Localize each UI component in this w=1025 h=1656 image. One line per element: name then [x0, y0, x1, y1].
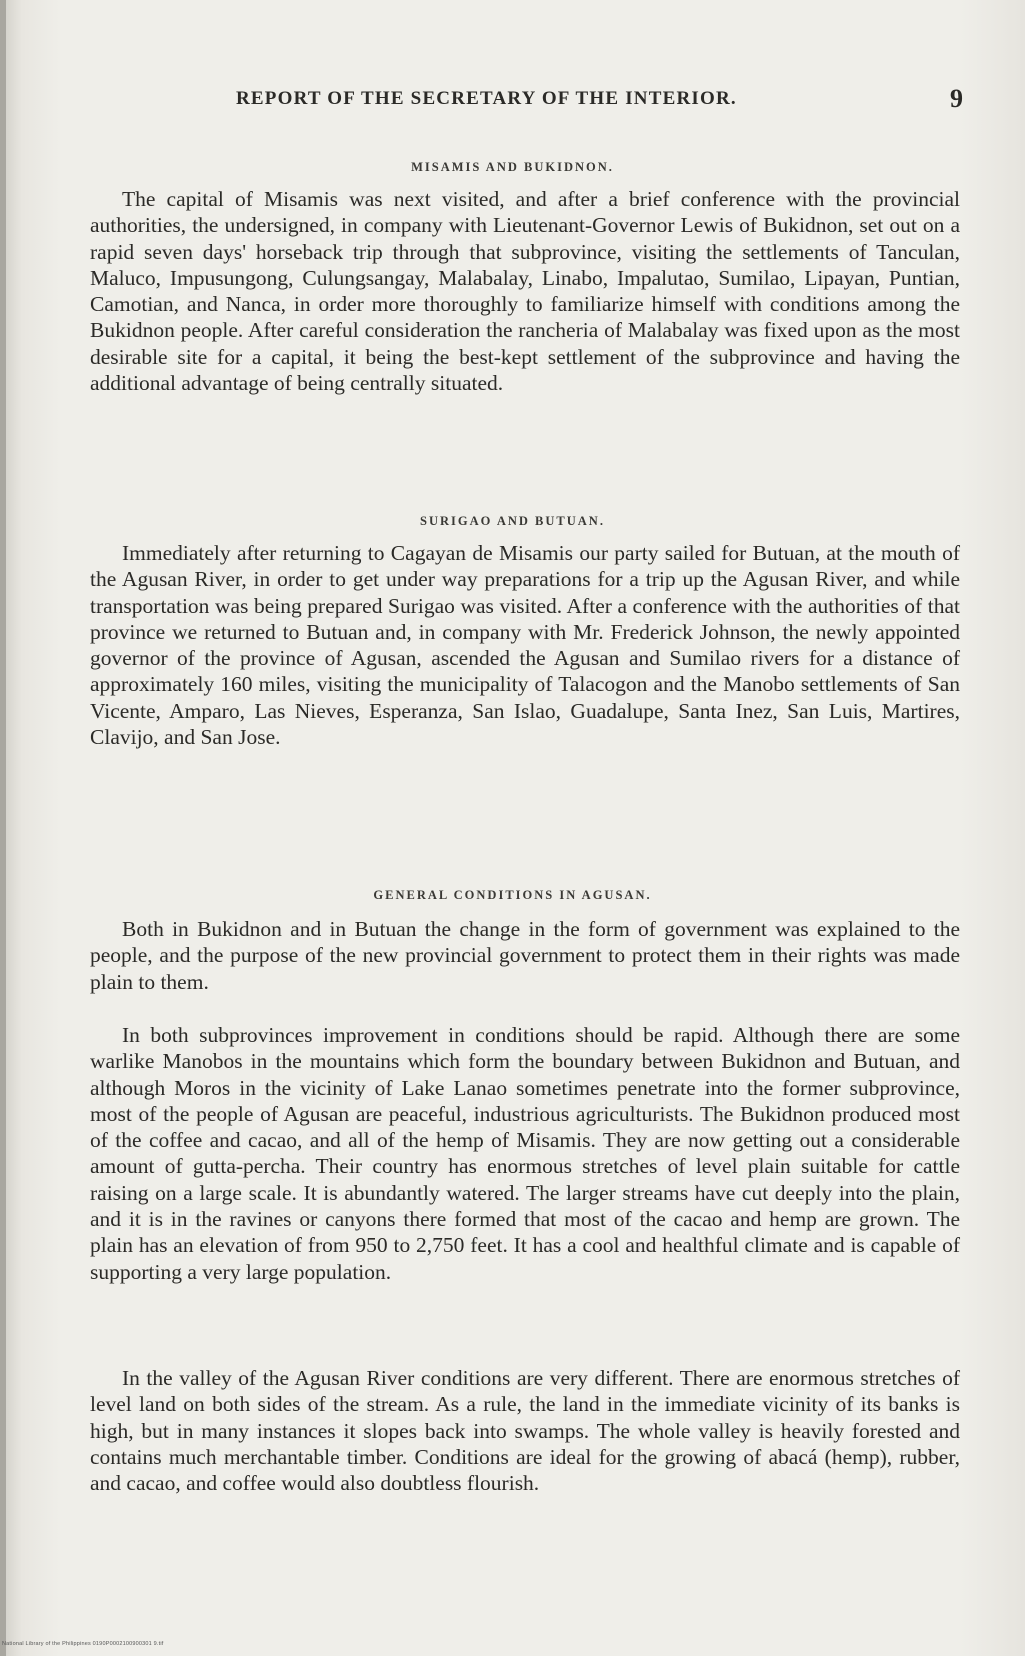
paragraph-conditions-subprovinces: In both subprovinces improvement in conditions should be rapid. Although there are some warlike Manobos in the mountains which form the boundary between Bukidnon and Butuan, and although Moros in the vicinity of Lake Lanao sometimes penetrate into the former subprovince, most of the people of Agusan are peaceful, industrious agriculturists. The Bukidnon produced most of the coffee and cacao, and all of the hemp of Misamis. They are now getting out a considerable amount of gutta-percha. Their country has enormous stretches of level plain suitable for cattle raising on a large scale. It is abundantly watered. The larger streams have cut deeply into the plain, and it is in the ravines or canyons there formed that most of the cacao and hemp are grown. The plain has an elevation of from 950 to 2,750 feet. It has a cool and healthful climate and is capable of supporting a very large population.	[90, 1023, 960, 1284]
section-heading-general-conditions: GENERAL CONDITIONS IN AGUSAN.	[373, 888, 652, 902]
running-head: REPORT OF THE SECRETARY OF THE INTERIOR.	[236, 88, 737, 109]
scan-footer-note: National Library of the Philippines 0190P0002100900301 9.tif	[2, 1641, 164, 1647]
section-heading-surigao-butuan: SURIGAO AND BUTUAN.	[420, 514, 605, 528]
paragraph-misamis-bukidnon: The capital of Misamis was next visited, and after a brief conference with the provincial authorities, the undersigned, in company with Lieutenant-Governor Lewis of Bukidnon, set out on a rapid seven days' horseback trip through that subprovince, visiting the settlements of Tanculan, Maluco, Impusungong, Culungsangay, Malabalay, Linabo, Impalutao, Sumilao, Lipayan, Puntian, Camotian, and Nanca, in order more thoroughly to familiarize himself with conditions among the Bukidnon people. After careful consideration the rancheria of Malabalay was fixed upon as the most desirable site for a capital, it being the best-kept settlement of the subprovince and having the additional advantage of being centrally situated.	[90, 187, 960, 396]
section-heading-misamis-bukidnon: MISAMIS AND BUKIDNON.	[411, 160, 614, 174]
paragraph-conditions-intro: Both in Bukidnon and in Butuan the change in the form of government was explained to the people, and the purpose of the new provincial government to protect them in their rights was made plain to them.	[90, 917, 960, 994]
paragraph-surigao-butuan: Immediately after returning to Cagayan de Misamis our party sailed for Butuan, at the mouth of the Agusan River, in order to get under way preparations for a trip up the Agusan River, and while transportation was being prepared Surigao was visited. After a conference with the authorities of that province we returned to Butuan and, in company with Mr. Frederick Johnson, the newly appointed governor of the province of Agusan, ascended the Agusan and Sumilao rivers for a distance of approximately 160 miles, visiting the municipality of Talacogon and the Manobo settlements of San Vicente, Amparo, Las Nieves, Esperanza, San Islao, Guadalupe, Santa Inez, San Luis, Martires, Clavijo, and San Jose.	[90, 541, 960, 750]
page-binding-edge	[0, 0, 6, 1656]
page-number: 9	[950, 84, 963, 113]
paragraph-conditions-agusan-valley: In the valley of the Agusan River conditions are very different. There are enormous stretches of level land on both sides of the stream. As a rule, the land in the immediate vicinity of its banks is high, but in many instances it slopes back into swamps. The whole valley is heavily forested and contains much merchantable timber. Conditions are ideal for the growing of abacá (hemp), rubber, and cacao, and coffee would also doubtless flourish.	[90, 1366, 960, 1496]
